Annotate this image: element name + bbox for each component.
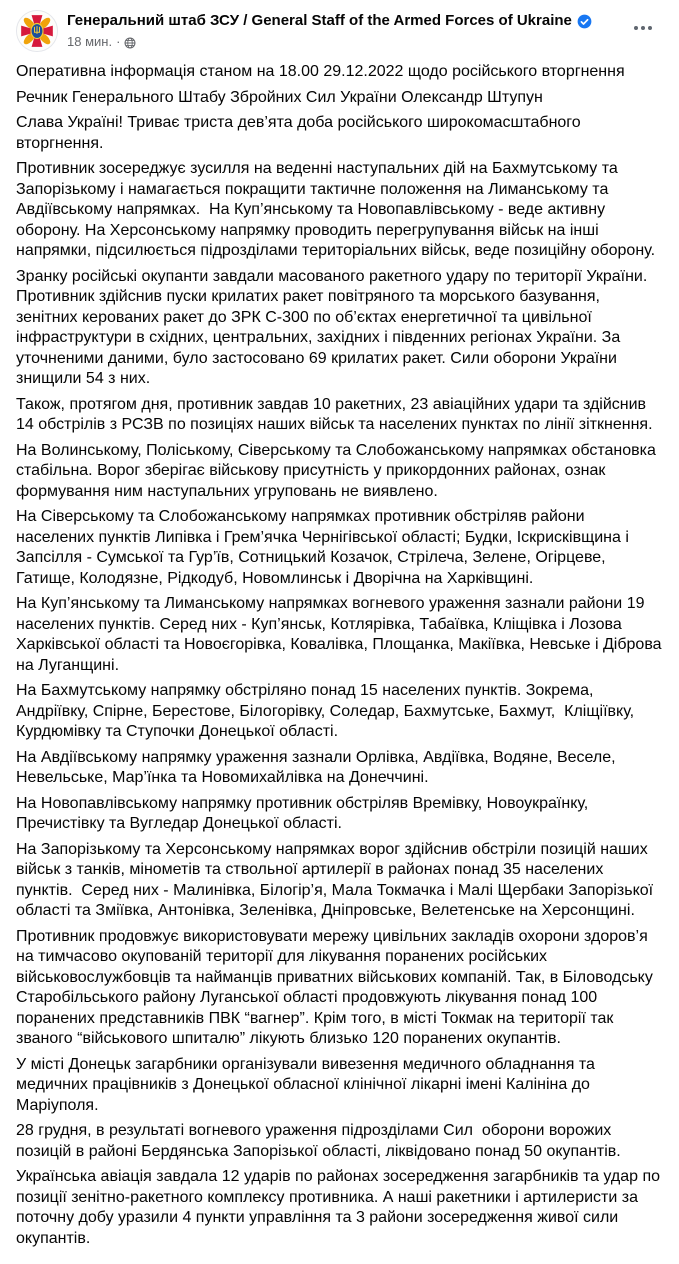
post-paragraph: Слава Україні! Триває триста дев’ята доба російського широкомасштабного вторгнення. [16,114,586,152]
post-paragraph: Речник Генерального Штабу Збройних Сил України Олександр Штупун [16,88,543,106]
globe-privacy-icon [124,36,136,48]
post-paragraph: Оперативна інформація станом на 18.00 29.12.2022 щодо російського вторгнення [16,63,625,80]
post-paragraph: Зранку російські окупанти завдали масованого ракетного удару по території України. Противник здійснив пуски крилатих ракет повітряного та морського базування, зенітних керованих ракет до ЗРК С-300 по об’єктах енергетичної та цивільної інфраструктури в східних, центральних, західних і південних регіонах України. За уточненими даними, було застосовано 69 крилатих ракет. Сили оборони України знищили 54 з них. [16,267,652,387]
post-paragraph: Також, протягом дня, противник завдав 10 ракетних, 23 авіаційних удари та здійснив 14 обстрілів з РСЗВ по позиціях наших військ та населених пунктах по лінії зіткнення. [16,395,653,433]
post-paragraph: На Запорізькому та Херсонському напрямках ворог здійснив обстріли позицій наших військ з танків, мінометів та ствольної артилерії в районах понад 35 населених пунктів. Серед них - Малинівка, Білогір’я, Мала Токмачка і Малі Щербаки Запорізької області та Зміївка, Антонівка, Зеленівка, Дніпровське, Велетенське на Херсонщині. [16,840,658,919]
post-paragraph: На Авдіївському напрямку ураження зазнали Орлівка, Авдіївка, Водяне, Веселе, Невельське, Мар’їнка та Новомихайлівка на Донеччині. [16,748,621,786]
post-body-text [0,56,679,1264]
post-paragraph: На Сіверському та Слобожанському напрямках противник обстріляв райони населених пунктів Липівка і Грем’ячка Чернігівської області; Будки, Іскрисківщина і Запсілля - Сумської та Гур’їв, Сотницький Козачок, Стрілеча, Зелене, Огірцеве, Гатище, Колодязне, Рідкодуб, Новомлинськ і Дворічна на Харківщині. [16,508,634,587]
post-paragraph: 28 грудня, в результаті вогневого ураження підрозділами Сил оборони ворожих позицій в районі Бердянська Запорізької області, ліквідовано понад 50 окупантів. [16,1122,621,1160]
more-options-button[interactable] [627,12,659,44]
post-header-text [67,10,627,50]
post-timestamp[interactable]: 18 мин. [67,34,113,49]
post-paragraph: На Куп’янському та Лиманському напрямках вогневого ураження зазнали райони 19 населених пунктів. Серед них - Куп’янськ, Котлярівка, Табаївка, Кліщівка і Лозова Харківської області та Новоєгорівка, Ковалівка, Площанка, Макіївка, Невське і Діброва на Луганщині. [16,595,666,674]
meta-separator: · [116,34,121,49]
post-paragraph: У місті Донецьк загарбники організували вивезення медичного обладнання та медичних працівників з Донецької обласної клінічної лікарні імені Калініна до Маріуполя. [16,1055,600,1114]
post-paragraph: Противник зосереджує зусилля на веденні наступальних дій на Бахмутському та Запорізькому і намагається покращити тактичне положення на Лиманському та Авдіївському напрямках. На Куп’янському та Новопавлівському - веде активну оборону. На Херсонському напрямку проводить перегрупування військ на інші напрямки, підсилюється підрозділами територіальних військ, веде позиційну оборону. [16,160,656,259]
page-avatar[interactable] [16,10,58,52]
general-staff-emblem-icon [17,11,57,51]
page-name-row [67,11,627,31]
page-name-link[interactable]: Генеральний штаб ЗСУ / General Staff of the Armed Forces of Ukraine [67,12,572,29]
post-meta-row [67,33,627,50]
post-paragraph: Українська авіація завдала 12 ударів по районах зосередження загарбників та удар по позиції зенітно-ракетного комплексу противника. А наші ракетники і артилеристи за поточну добу уразили 4 пункти управління та 3 райони зосередження живої сили окупантів. [16,1168,665,1247]
post-paragraph: На Новопавлівському напрямку противник обстріляв Времівку, Новоукраїнку, Пречистівку та Вугледар Донецької області. [16,794,598,832]
post-paragraph: На Бахмутському напрямку обстріляно понад 15 населених пунктів. Зокрема, Андріївку, Спірне, Берестове, Білогорівку, Соледар, Бахмутське, Бахмут, Кліщіївку, Курдюмівку та Ступочки Донецької області. [16,682,639,740]
post-paragraph: На Волинському, Поліському, Сіверському та Слобожанському напрямках обстановка стабільна. Ворог зберігає військову присутність у прикордонних районах, ознак формування ним наступальних угруповань не виявлено. [16,441,661,500]
verified-badge-icon [577,14,592,29]
post-header [0,0,679,56]
post-paragraph: Противник продовжує використовувати мережу цивільних закладів охорони здоров’я на тимчасово окупованій території для лікування поранених російських військовослужбовців та найманців приватних військових компаній. Так, в Біловодську Старобільського району Луганської області продовжують лікування понад 100 поранених представників ПВК “вагнер”. Крім того, в місті Токмак на території так званого “військового шпиталю” лікують близько 120 поранених окупантів. [16,927,658,1047]
ellipsis-icon [634,26,638,30]
